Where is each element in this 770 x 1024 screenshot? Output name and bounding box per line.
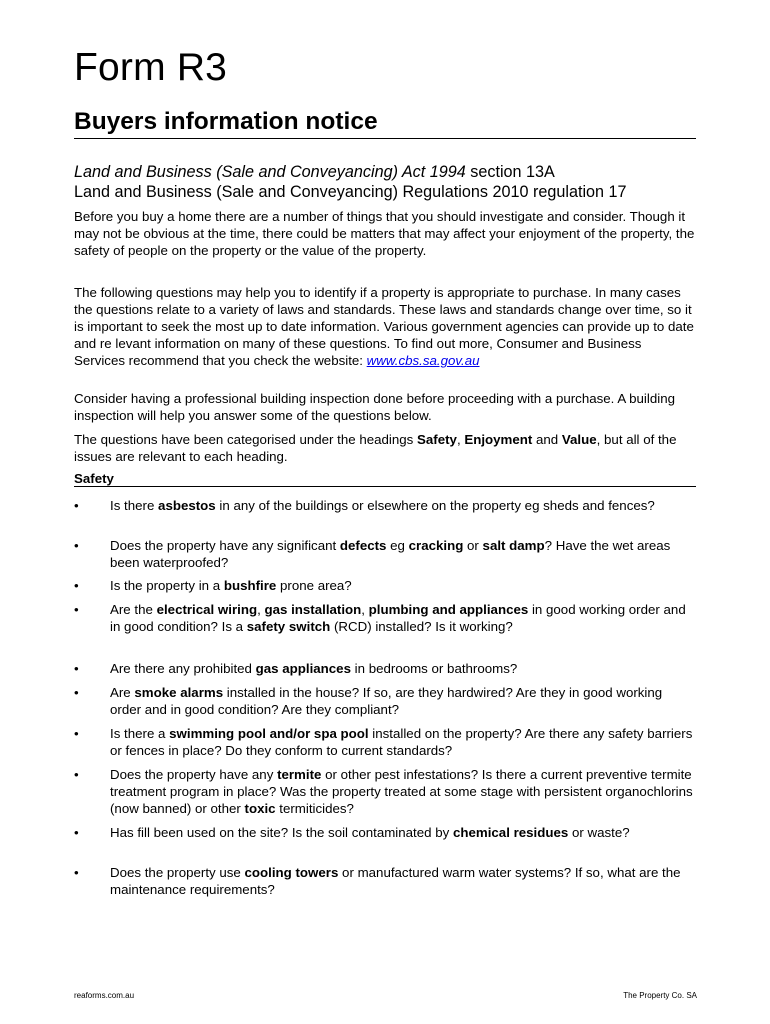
bullet-icon: • — [74, 825, 79, 840]
section-heading-safety: Safety — [74, 471, 696, 487]
footer-left: reaforms.com.au — [74, 991, 135, 1000]
intro-paragraph-2 — [74, 284, 696, 369]
list-item-text: Is there asbestos in any of the buildings or elsewhere on the property eg sheds and fences? — [110, 498, 655, 513]
list-item-text: Are smoke alarms installed in the house? If so, are they hardwired? Are they in good working order and in good condition? Are they compliant? — [110, 685, 663, 717]
list-item-text: Does the property have any termite or other pest infestations? Is there a current preventive termite treatment program in place? Was the property treated at some stage with persistent organochlorins (now banned) or other toxic termiticides? — [110, 767, 693, 816]
act-section: section 13A — [465, 163, 555, 181]
bullet-icon: • — [74, 726, 79, 741]
p4-bold-enjoyment: Enjoyment — [464, 432, 533, 447]
intro-paragraph-3: Consider having a professional building inspection done before proceeding with a purchase. A building inspection will help you answer some of the questions below. — [74, 391, 675, 423]
list-item-text: Are the electrical wiring, gas installation, plumbing and appliances in good working order and in good condition? Is a safety switch (RCD) installed? Is it working? — [110, 602, 686, 634]
form-title: Form R3 — [74, 46, 228, 89]
list-item-text: Is there a swimming pool and/or spa pool installed on the property? Are there any safety barriers or fences in place? Do they conform to current standards? — [110, 726, 693, 758]
footer-right: The Property Co. SA — [623, 991, 697, 1000]
bullet-icon: • — [74, 767, 79, 782]
act-reference — [74, 162, 696, 202]
p4-sep-1: , — [456, 432, 465, 447]
bullet-icon: • — [74, 538, 79, 553]
intro-paragraph-2-text: The following questions may help you to identify if a property is appropriate to purchase. In many cases the questions relate to a variety of laws and standards. These laws and standards change over time, so it is important to seek the most up to date information. Various government agencies can provide up to date and re levant information on many of these questions. To find out more, Consumer and Business Services recommend that you check the website: — [74, 285, 694, 368]
act-line-1 — [74, 162, 696, 182]
bullet-icon: • — [74, 498, 79, 513]
p4-bold-safety: Safety — [417, 432, 457, 447]
intro-paragraph-1: Before you buy a home there are a number of things that you should investigate and consider. Though it may not be obvious at the time, there could be matters that may affect your enjoyment of the property, the safety of people on the property or the value of the property. — [74, 209, 695, 258]
p4-text-c: , but all of the issues are relevant to each heading. — [74, 432, 677, 464]
p4-bold-value: Value — [561, 432, 597, 447]
bullet-icon: • — [74, 661, 79, 676]
list-item-text: Does the property have any significant defects eg cracking or salt damp? Have the wet areas been waterproofed? — [110, 538, 671, 570]
bullet-icon: • — [74, 685, 79, 700]
p4-sep-2: and — [532, 432, 562, 447]
bullet-icon: • — [74, 578, 79, 593]
list-item-text: Is the property in a bushfire prone area? — [110, 578, 352, 593]
notice-subtitle: Buyers information notice — [74, 108, 696, 139]
list-item-text: Does the property use cooling towers or manufactured warm water systems? If so, what are the maintenance requirements? — [110, 865, 681, 897]
act-name: Land and Business (Sale and Conveyancing) Act 1994 — [74, 163, 466, 181]
bullet-icon: • — [74, 602, 79, 617]
act-line-2: Land and Business (Sale and Conveyancing) Regulations 2010 regulation 17 — [74, 183, 627, 201]
p4-text-a: The questions have been categorised under the headings — [74, 432, 418, 447]
list-item-text: Are there any prohibited gas appliances in bedrooms or bathrooms? — [110, 661, 518, 676]
bullet-icon: • — [74, 865, 79, 880]
cbs-website-link[interactable]: www.cbs.sa.gov.au — [366, 353, 480, 368]
intro-paragraph-4 — [74, 431, 696, 465]
list-item-text: Has fill been used on the site? Is the soil contaminated by chemical residues or waste? — [110, 825, 630, 840]
